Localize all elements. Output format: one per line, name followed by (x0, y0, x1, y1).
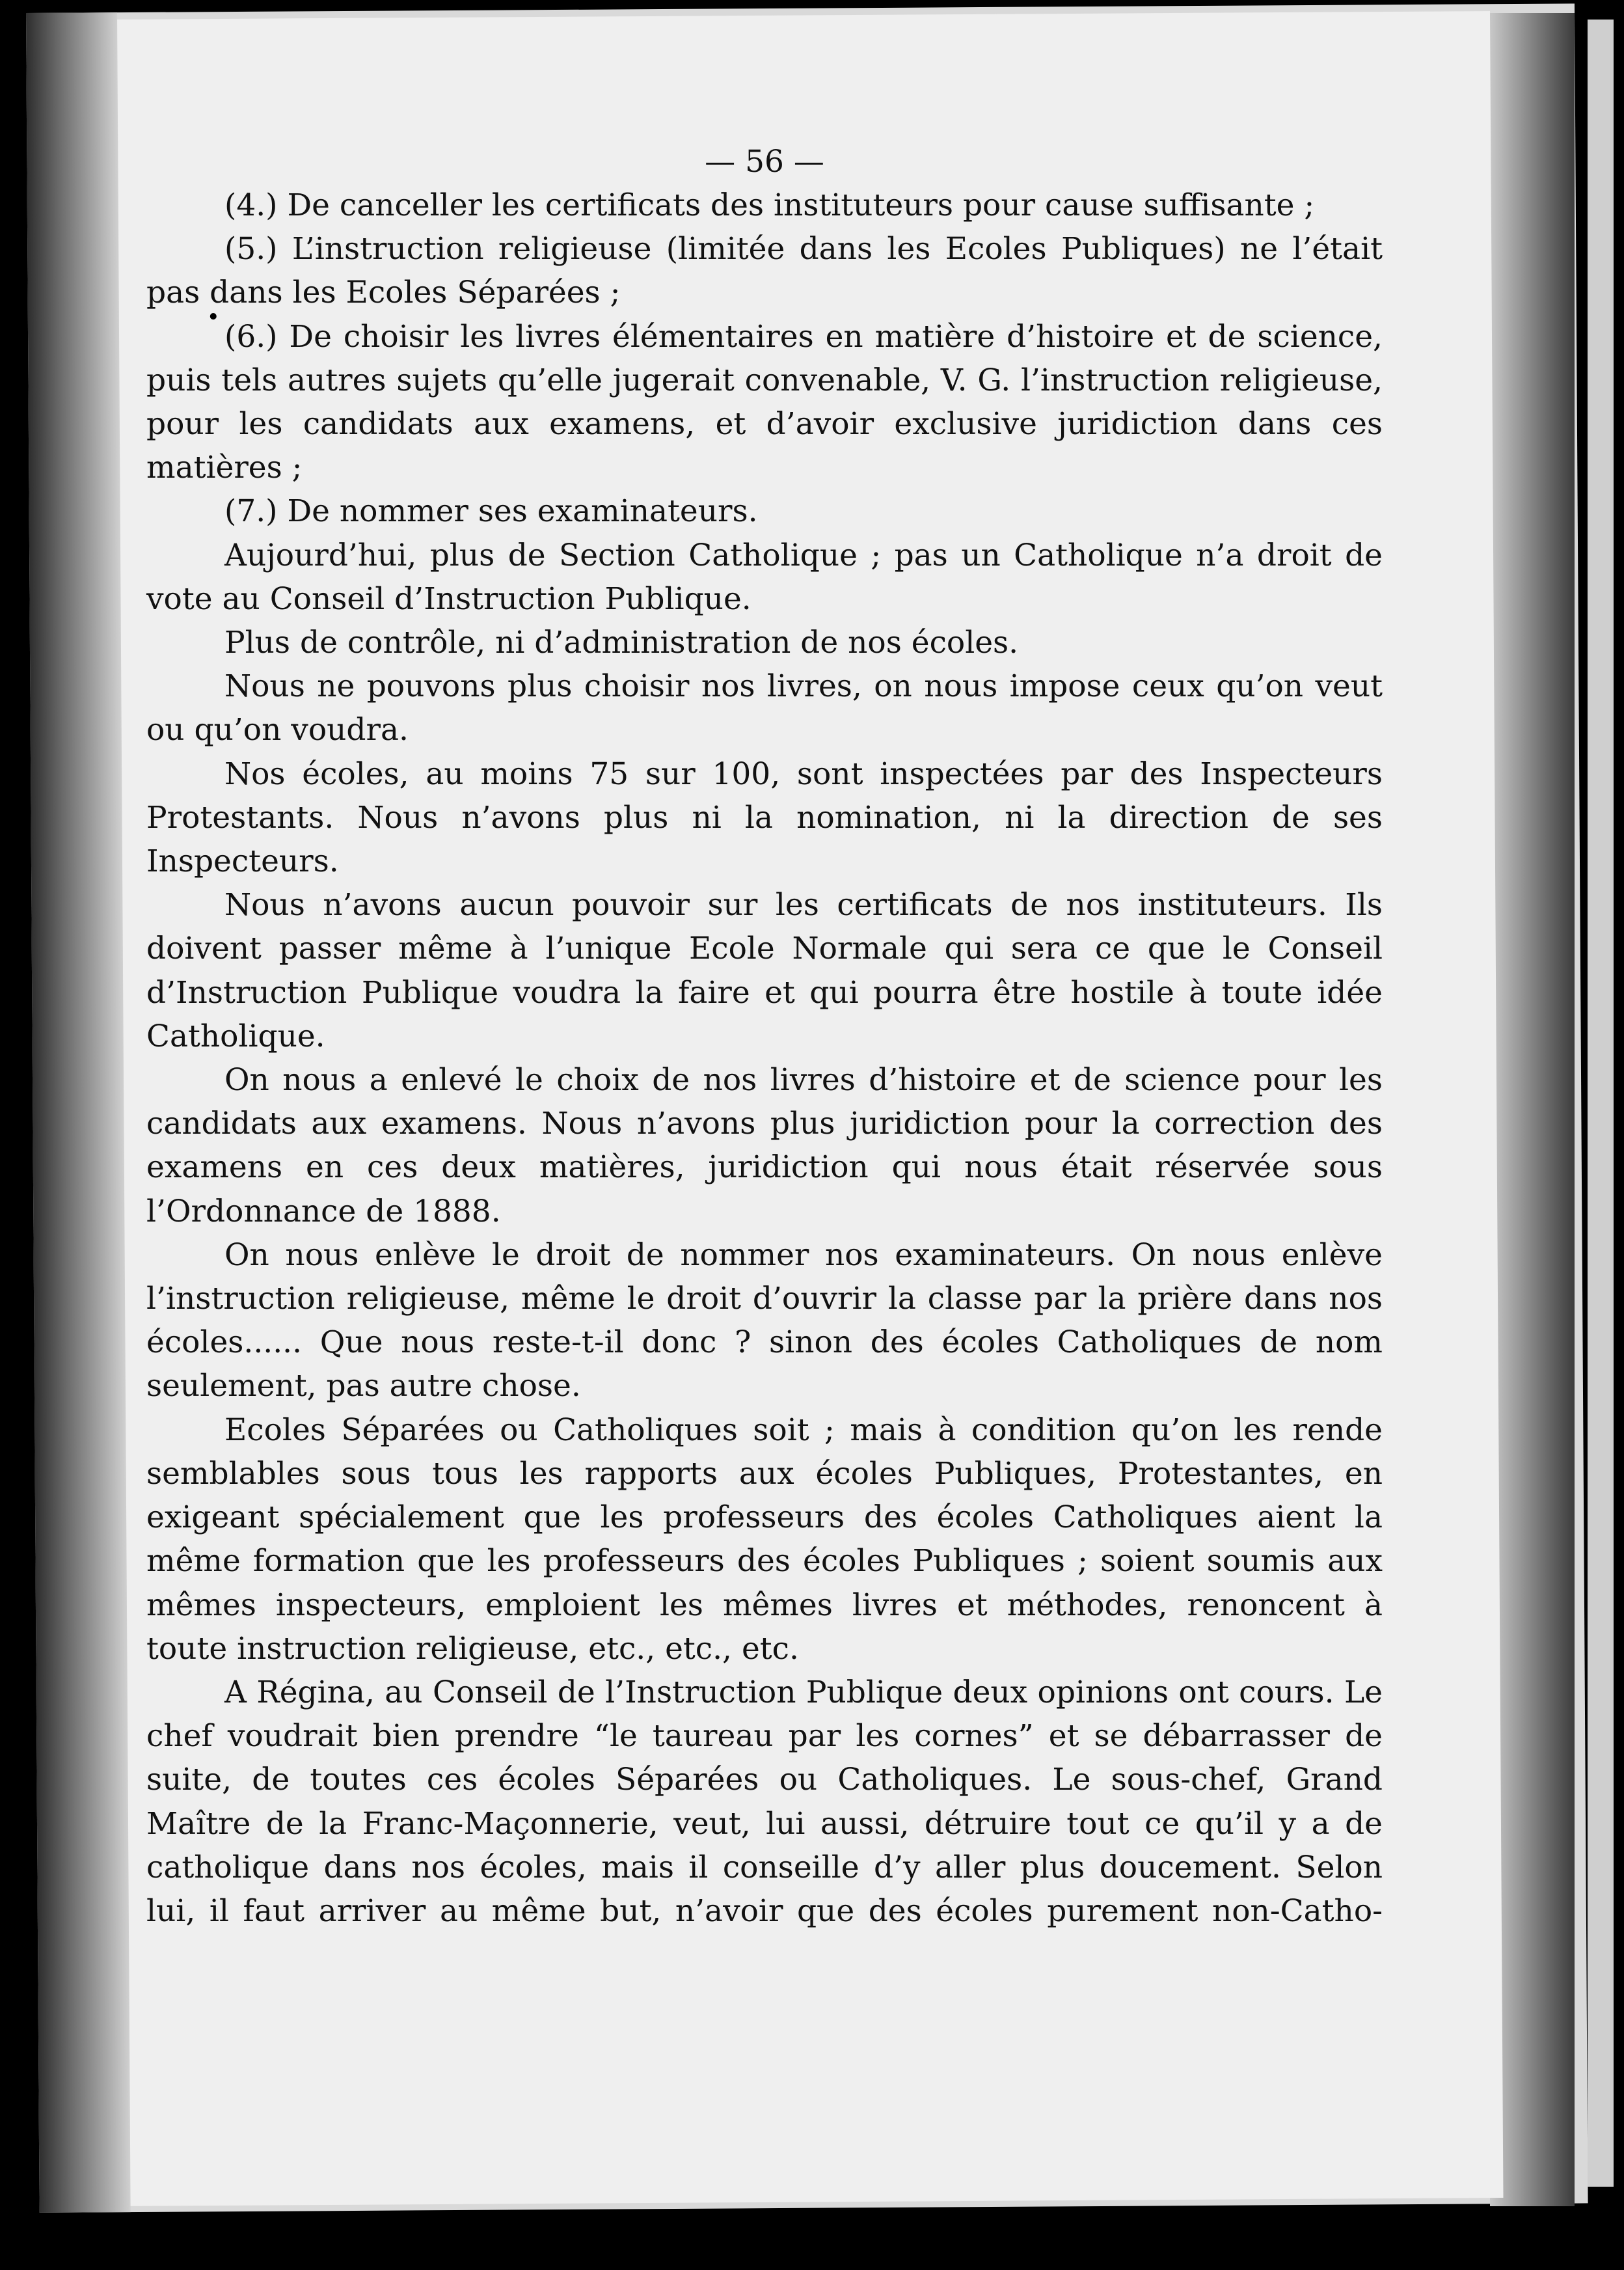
paragraph-5: (5.) L’instruction religieuse (limitée dans les Ecoles Publiques) ne l’était pas dans les Ecoles Séparées ; (146, 231, 1383, 311)
book-fore-edge (1490, 13, 1575, 2206)
paragraph-6: (6.) De choisir les livres élémentaires en matière d’histoire et de science, puis tels autres sujets qu’elle jugerait convenable, V. G. l’instruction religieuse, pour les candidats aux examens, et d’avoir exclusive juridiction dans ces matières ; (146, 318, 1383, 486)
paragraph-regina: A Régina, au Conseil de l’Instruction Publique deux opinions ont cours. Le chef voudrait bien prendre “le taureau par les cornes” et se débarrasser de suite, de toutes ces écoles Séparées ou Catholiques. Le sous-chef, Grand Maître de la Franc-Maçonnerie, veut, lui aussi, détruire tout ce qu’il y a de catholique dans nos écoles, mais il conseille d’y aller plus doucement. Selon lui, il faut arriver au même but, n’avoir que des écoles purement non-Catho- (146, 1674, 1383, 1929)
paragraph-certificats: Nous n’avons aucun pouvoir sur les certificats de nos instituteurs. Ils doivent passer même à l’unique Ecole Normale qui sera ce que le Conseil d’Instruction Publique voudra la faire et qui pourra être hostile à toute idée Catholique. (146, 887, 1383, 1054)
paragraph-livres: Nous ne pouvons plus choisir nos livres, on nous impose ceux qu’on veut ou qu’on voudra. (146, 668, 1383, 748)
paragraph-choix-livres: On nous a enlevé le choix de nos livres d’histoire et de science pour les candidats aux examens. Nous n’avons plus juridiction pour la correction des examens en ces deux matières, juridiction qui nous était réservée sous l’Ordonnance de 1888. (146, 1062, 1383, 1229)
paragraph-ecoles-separees: Ecoles Séparées ou Catholiques soit ; mais à condition qu’on les rende semblables sous tous les rapports aux écoles Publiques, Protestantes, en exigeant spécialement que les professeurs des écoles Catholiques aient la même formation que les professeurs des écoles Publiques ; soient soumis aux mêmes inspecteurs, emploient les mêmes livres et méthodes, renoncent à toute instruction religieuse, etc., etc., etc. (146, 1412, 1383, 1667)
paragraph-4: (4.) De canceller les certificats des instituteurs pour cause suffisante ; (224, 187, 1315, 223)
next-page-strip (1588, 20, 1614, 2187)
paragraph-section-catholique: Aujourd’hui, plus de Section Catholique ; pas un Catholique n’a droit de vote au Conseil d’Instruction Publique. (146, 537, 1383, 617)
paragraph-7: (7.) De nommer ses examinateurs. (224, 493, 758, 530)
page-text (146, 140, 1383, 1933)
book-spine-shadow (26, 12, 131, 2213)
paragraph-examinateurs: On nous enlève le droit de nommer nos examinateurs. On nous enlève l’instruction religieuse, même le droit d’ouvrir la classe par la prière dans nos écoles...... Que nous reste-t-il donc ? sinon des écoles Catholiques de nom seulement, pas autre chose. (146, 1237, 1383, 1404)
paragraph-inspecteurs: Nos écoles, au moins 75 sur 100, sont inspectées par des Inspecteurs Protestants. Nous n’avons plus ni la nomination, ni la direction de ses Inspecteurs. (146, 756, 1383, 880)
page-number: — 56 — (705, 144, 824, 180)
paragraph-controle: Plus de contrôle, ni d’administration de nos écoles. (224, 625, 1019, 661)
